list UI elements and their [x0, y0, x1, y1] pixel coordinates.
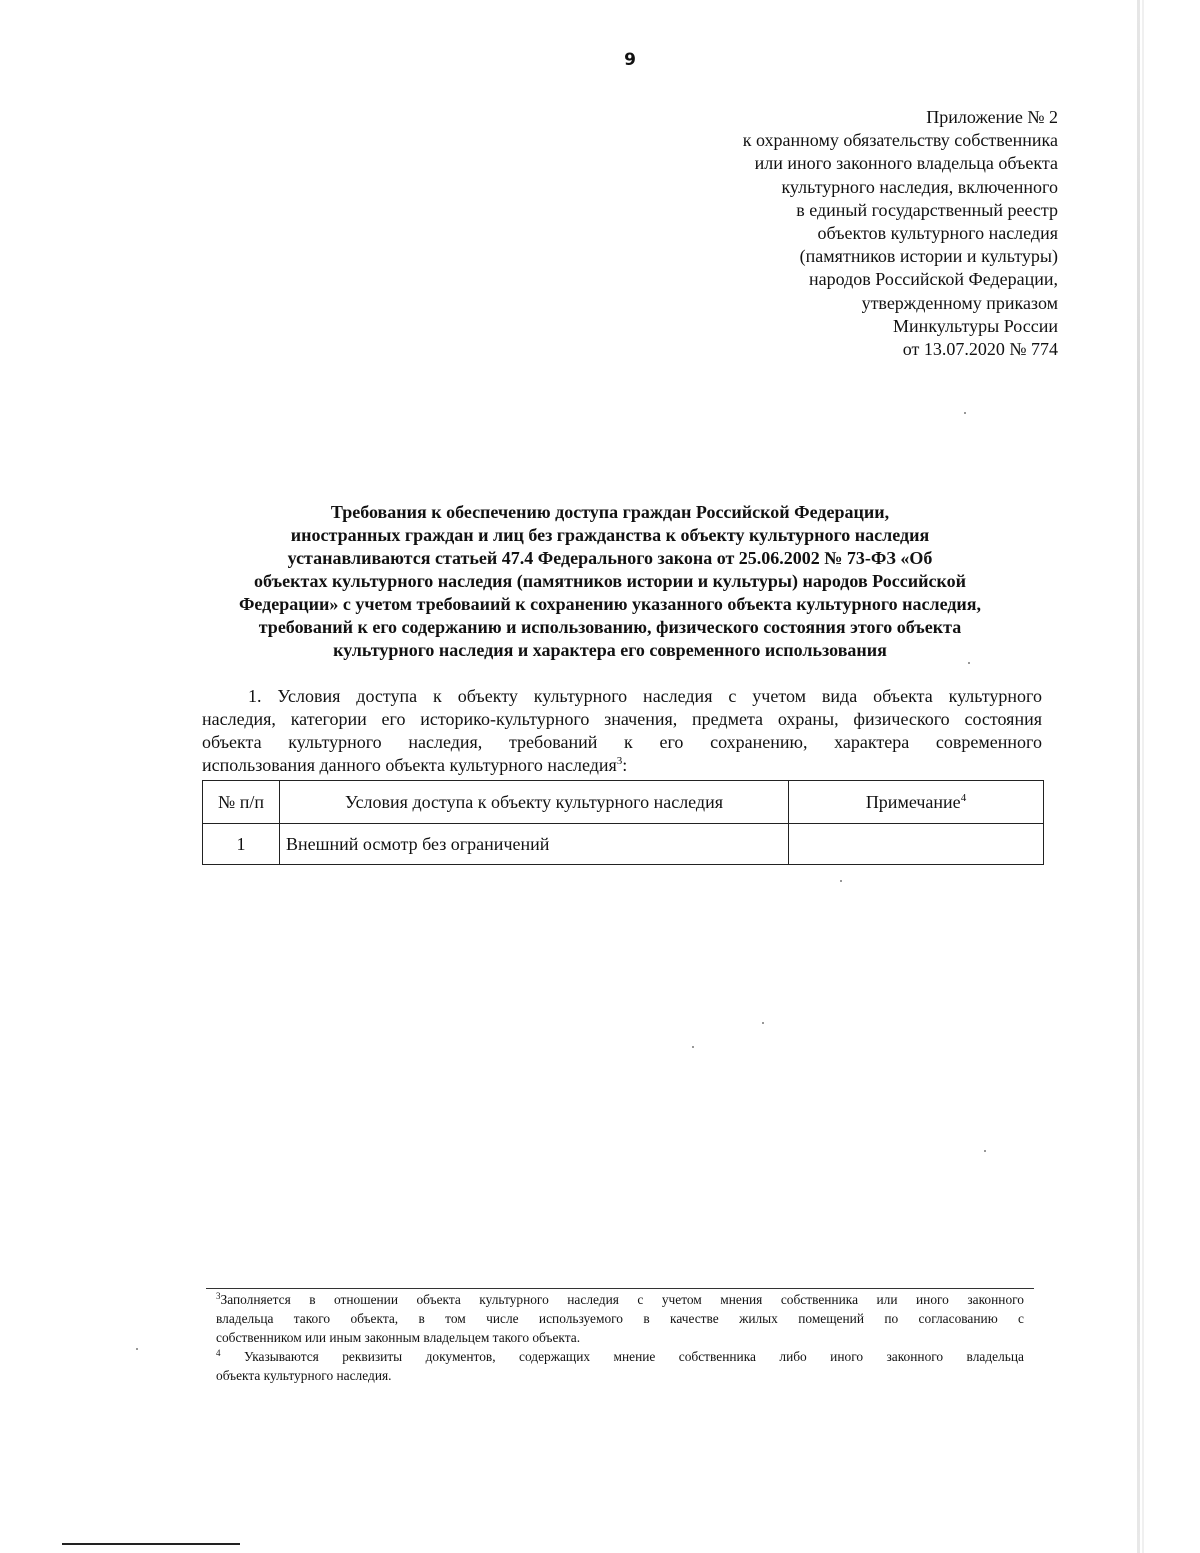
appendix-line: Минкультуры России — [893, 315, 1058, 336]
heading-line: иностранных граждан и лиц без гражданства к объекту культурного наследия — [290, 525, 930, 545]
footnotes — [216, 1290, 1024, 1385]
footnote-4-mark: 4 — [216, 1348, 221, 1358]
paragraph-line-text: использования данного объекта культурного наследия — [202, 755, 617, 775]
paragraph-line: наследия, категории его историко-культурного значения, предмета охраны, физического состояния — [202, 709, 1042, 729]
paragraph-line: объекта культурного наследия, требований к его сохранению, характера современного — [202, 732, 1042, 752]
appendix-line: утвержденному приказом — [861, 292, 1058, 313]
scan-speck — [964, 412, 966, 414]
cell-note — [789, 824, 1044, 865]
table-header-row — [203, 781, 1044, 824]
appendix-line: объектов культурного наследия — [817, 223, 1058, 244]
heading-line: объектах культурного наследия (памятников истории и культуры) народов Российской — [254, 571, 966, 591]
footnote-3-line: собственником или иным законным владельцем такого объекта. — [216, 1330, 581, 1345]
scan-speck — [984, 1150, 986, 1152]
scan-bottom-mark — [62, 1543, 240, 1545]
heading-line: устанавливаются статьей 47.4 Федерального закона от 25.06.2002 № 73-ФЗ «Об — [287, 548, 933, 568]
cell-num: 1 — [203, 824, 280, 865]
cell-condition: Внешний осмотр без ограничений — [280, 824, 789, 865]
page-number: 9 — [624, 50, 636, 70]
appendix-line: Приложение № 2 — [926, 107, 1058, 127]
footnote-separator — [206, 1288, 1034, 1289]
header-note — [789, 781, 1044, 824]
access-conditions-paragraph — [202, 685, 1042, 777]
heading-line: требований к его содержанию и использованию, физического состояния этого объекта — [258, 617, 962, 637]
footnote-3-mark: 3 — [216, 1291, 221, 1301]
appendix-line: народов Российской Федерации, — [809, 269, 1058, 290]
footnote-4-line — [216, 1347, 1024, 1366]
appendix-block — [743, 106, 1058, 361]
footnote-4-text: Указываются реквизиты документов, содержащих мнение собственника либо иного законного владельца — [243, 1349, 1024, 1364]
appendix-line: или иного законного владельца объекта — [754, 153, 1058, 174]
scan-speck — [840, 880, 842, 882]
table-row — [203, 824, 1044, 865]
paragraph-line: 1. Условия доступа к объекту культурного наследия с учетом вида объекта культурного — [248, 686, 1042, 706]
scan-speck — [762, 1022, 764, 1024]
heading-line: Федерации» с учетом требоваиий к сохранению указанного объекта культурного наследия, — [238, 594, 982, 614]
scan-edge — [1137, 0, 1140, 1553]
header-note-text: Примечание — [865, 791, 961, 812]
scan-edge-highlight — [1142, 0, 1144, 1553]
heading-line: Требования к обеспечению доступа граждан Российской Федерации, — [330, 502, 890, 522]
paragraph-colon: : — [622, 755, 628, 775]
heading-line: культурного наследия и характера его современного использования — [333, 640, 887, 660]
access-conditions-table — [202, 780, 1044, 865]
footnote-ref-3: 3 — [616, 755, 623, 767]
appendix-line: культурного наследия, включенного — [781, 176, 1058, 197]
scan-speck — [692, 1046, 694, 1048]
appendix-line: (памятников истории и культуры) — [799, 246, 1058, 267]
scan-speck — [968, 662, 970, 664]
footnote-ref-4: 4 — [960, 791, 967, 804]
footnote-3-line: владельца такого объекта, в том числе используемого в качестве жилых помещений по согласованию с — [216, 1311, 1024, 1326]
paragraph-last-line — [202, 754, 1042, 777]
footnote-3-line — [216, 1290, 1024, 1309]
appendix-line: к охранному обязательству собственника — [742, 130, 1058, 151]
appendix-line: в единый государственный реестр — [796, 199, 1058, 220]
footnote-3-text: Заполняется в отношении объекта культурного наследия с учетом мнения собственника или иного законного — [220, 1292, 1024, 1307]
header-condition: Условия доступа к объекту культурного наследия — [280, 781, 789, 824]
footnote-4-line: объекта культурного наследия. — [216, 1368, 392, 1383]
document-heading — [160, 501, 1060, 662]
header-num: № п/п — [203, 781, 280, 824]
scan-speck — [136, 1348, 138, 1350]
appendix-line: от 13.07.2020 № 774 — [902, 339, 1058, 360]
